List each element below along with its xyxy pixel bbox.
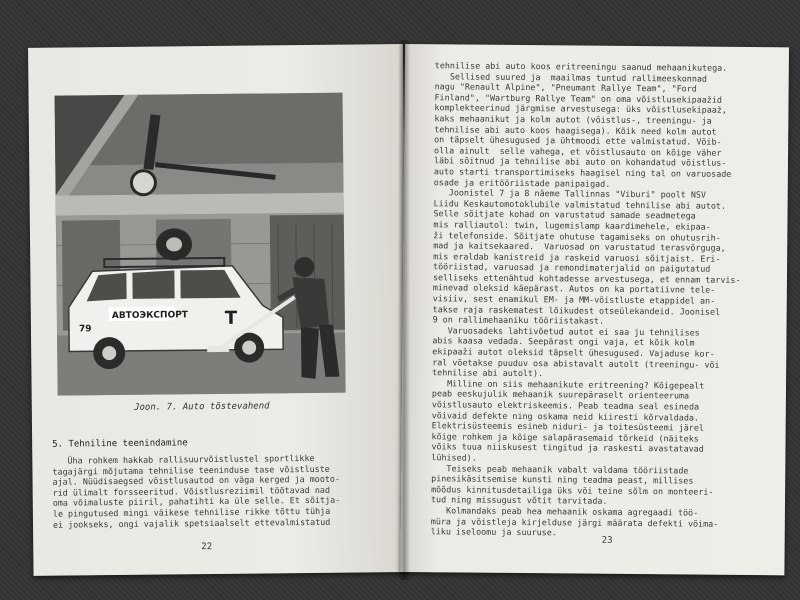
text-line: ral võetakse puuduv osa abistavalt autolt (treeningu- või [432,356,720,370]
section-title: 5. Tehniline teenindamine [52,438,188,450]
door-mark: T [224,307,238,329]
figure-caption: Joon. 7. Auto tõstevahend [134,401,270,413]
text-line: läbi sõitnud ja tehnilise abi auto on kohandatud võistlus- [433,155,727,169]
text-line: nagu "Renault Alpine", "Pneumant Rallye Team", "Ford [434,81,697,94]
text-line: kõige rohkem ja kõige salapärasemaid tõrkeid (näiteks [431,431,699,444]
car-plate: 79 [78,324,92,335]
text-line: peab eeskujulik mehaanik suurepäraselt orienteeruma [431,388,690,401]
text-line: mad ja kaitsekaared. Varuosad on varustatud terasvõrguga, [433,240,726,253]
text-line: võivaid defekte ning oskama neid kiiresti kõrvaldada. [431,409,700,423]
text-line: võiks tuua niiskusest tingitud ja raskesti avastatavad [431,441,704,454]
text-line: oma võimaluste piiril, pahatihti ka üle selle. Et sõitja- [52,495,341,509]
text-line: Elektrisüsteemis esineb niduri- ja toitesüsteemi järel [431,420,704,433]
text-line: 9 on rallimehaaniku tööriistakast. [432,314,605,326]
text-line: on täpselt ühesugused ja ühtmoodi ette valmistatud. Võib- [434,134,722,147]
text-line: tööriistad, varuosad ja remondimaterjalid on paigutatud [433,261,711,274]
right-body-text [431,60,743,539]
left-page [28,44,409,576]
text-line: le pingutused mingi väikese tehnilise rikke tõttu tühja [52,505,331,519]
text-line: Finland", "Wartburg Rallye Team" on oma võistlusekipaažid [434,92,722,105]
page-number: 23 [601,535,613,546]
figure-photo [55,93,346,396]
car-jack-photo [55,93,346,396]
text-line: pinesikäsitsemise kunsti ning teadma peast, millises [431,473,694,486]
right-page [400,44,789,575]
left-body-text [52,453,340,530]
text-line: tehnilise abi auto koos haagisega). Kõik need kolm autot [434,123,717,137]
text-line: rid ülimalt forsseeritud. Võistlusreziimil töötavad nad [52,484,331,498]
text-line: liku iseloomu ja suuruse. [430,526,557,538]
text-line: ekipaaži autot oleksid täpselt ühesugused. Vajaduse kor- [432,346,715,359]
car-lettering: АВТОЭКСПОРТ [111,310,188,322]
text-line: minevad oleksid käepärast. Autos on ka portatiivne tele- [432,282,716,296]
text-line: abis kaasa vedada. Seepärast ongi vaja, et kõik kolm [432,335,695,348]
text-line: kaks mehaanikut ja kolm autot (võistlus-, treeningu- ja [434,113,712,126]
text-line: selliseks ettenähtud kohtadesse arvestusega, et ennam tarvis- [432,272,741,285]
text-line: auto starti transportimiseks haagisel ning tal on varuosade [433,166,732,179]
text-line: osade ja eritööriistade panipaigad. [433,176,611,189]
text-line: Selle sõitjate kohad on varustatud samade seadmetega [433,208,696,221]
text-line: tehnilise abi auto koos eritreeningu saanud mehaanikutega. [434,60,728,73]
text-line: Üha rohkem hakkab rallisuurvõistlustel sportlikke [52,452,315,466]
text-line: visiiv, sest enamikul EM- ja MM-võistluste etappidel an- [432,293,716,306]
text-line: Teiseks peab mehaanik vabalt valdama tööriistade [431,462,689,476]
text-line: Kolmandaks peab hea mehaanik oskama agregaadi töö- [430,505,699,518]
text-line: tagajärgi mõjutama tehnilise teeninduse tase võistluste [52,463,330,477]
text-line: mõõdus kinnitusdetailiga üks või teine sõlm on monteeri- [431,483,714,497]
text-line: ei jookseks, ongi vajalik spetsiaalselt ettevalmistatud [52,516,331,530]
text-line: lühised). [431,452,477,463]
text-line: mis eraldab kanistreid ja raskeid varuosi sõitjaist. Eri- [433,250,721,264]
text-line: ži telefonside. Sõitjate ohutuse tagamiseks on ohutusrih- [433,229,721,243]
text-line: Varuosadeks lahtivõetud autot ei saa ju tehnilises [432,325,700,338]
text-line: komplekteerinud järgmise arvestusega: üks võistlusekipaaž, [434,102,727,116]
text-line: tehnilise abi autolt). [432,367,544,379]
text-line: takse raja raskematest lõikudest otseülekandeid. Joonisel [432,303,721,317]
text-line: Joonistel 7 ja 8 näeme Tallinnas "Viburi" poolt NSV [433,187,707,200]
text-line: olla ainult selle vahega, et võistlusauto on kõige väher [434,145,722,158]
text-line: Liidu Keskautomotoklubile valmistatud tehnilise abi autot. [433,197,727,211]
text-line: Sellised suured ja maailmas tuntud rallimeeskonnad [434,70,708,84]
text-line: müra ja võistleja kirjelduse järgi määrata defekti võima- [430,515,719,529]
text-line: Milline on siis mehaanikute eritreening? Kõigepealt [431,378,705,391]
page-number: 22 [201,542,213,553]
text-line: mis ralliautol: twin, lugemislamp kaardimehele, ekipaa- [433,219,711,232]
book-gutter [398,40,410,580]
text-line: tud ning missugust võtit tarvitada. [430,494,608,507]
text-line: ajal. Nüüdisaegsed võistlusautod on väga kerged ja mooto- [52,473,341,487]
text-line: võistlusauto elektriskeemis. Peab teadma seal esineda [431,399,700,412]
